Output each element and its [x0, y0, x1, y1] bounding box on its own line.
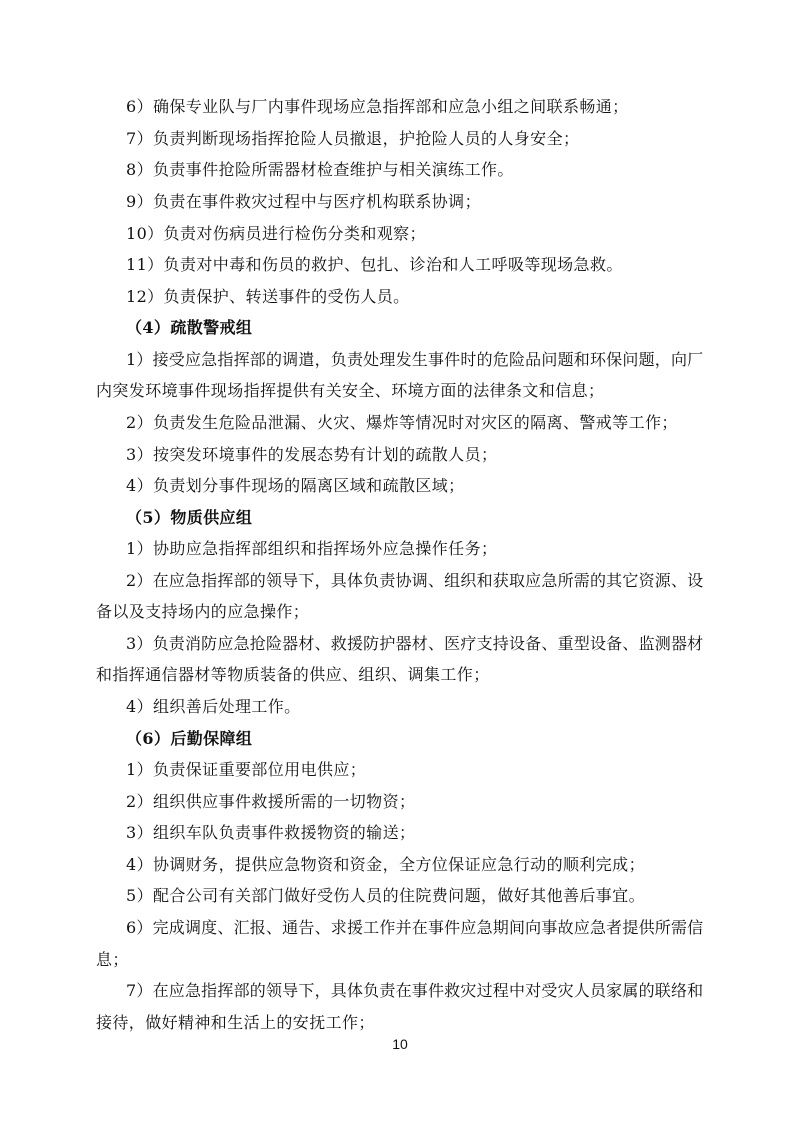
- list-item: 1）协助应急指挥部组织和指挥场外应急操作任务；: [126, 539, 498, 558]
- list-item: 11）负责对中毒和伤员的救护、包扎、诊治和人工呼吸等现场急救。: [126, 255, 623, 274]
- list-item: 3）按突发环境事件的发展态势有计划的疏散人员；: [126, 445, 498, 464]
- list-item: 8）负责事件抢险所需器材检查维护与相关演练工作。: [126, 160, 514, 179]
- list-item: 3）负责消防应急抢险器材、救援防护器材、医疗支持设备、重型设备、监测器材: [126, 634, 704, 653]
- list-item: 5）配合公司有关部门做好受伤人员的住院费问题，做好其他善后事宜。: [126, 886, 645, 905]
- list-item: 3）组织车队负责事件救援物资的输送；: [126, 823, 416, 842]
- list-item: 4）组织善后处理工作。: [126, 697, 301, 716]
- list-item: 2）在应急指挥部的领导下，具体负责协调、组织和获取应急所需的其它资源、设: [126, 571, 704, 590]
- list-item-continuation: 和指挥通信器材等物质装备的供应、组织、调集工作；: [96, 665, 490, 684]
- list-item: 12）负责保护、转送事件的受伤人员。: [126, 287, 410, 306]
- list-item-continuation: 内突发环境事件现场指挥提供有关安全、环境方面的法律条文和信息；: [96, 381, 605, 400]
- list-item: 6）完成调度、汇报、通告、求援工作并在事件应急期间向事故应急者提供所需信: [126, 918, 704, 937]
- list-item: 10）负责对伤病员进行检伤分类和观察；: [126, 224, 426, 243]
- list-item-continuation: 接待，做好精神和生活上的安抚工作；: [96, 1013, 375, 1032]
- page-number: 10: [392, 1036, 408, 1052]
- list-item: 4）负责划分事件现场的隔离区域和疏散区域；: [126, 476, 465, 495]
- list-item: 2）组织供应事件救援所需的一切物资；: [126, 792, 416, 811]
- list-item: 1）负责保证重要部位用电供应；: [126, 760, 367, 779]
- list-item: 7）负责判断现场指挥抢险人员撤退，护抢险人员的人身安全；: [126, 129, 580, 148]
- list-item: 7）在应急指挥部的领导下，具体负责在事件救灾过程中对受灾人员家属的联络和: [126, 981, 704, 1000]
- list-item-continuation: 备以及支持场内的应急操作；: [96, 602, 310, 621]
- section-heading-logistics: （6）后勤保障组: [126, 729, 253, 748]
- list-item: 2）负责发生危险品泄漏、火灾、爆炸等情况时对灾区的隔离、警戒等工作；: [126, 413, 678, 432]
- list-item: 9）负责在事件救灾过程中与医疗机构联系协调；: [126, 192, 481, 211]
- list-item: 1）接受应急指挥部的调遣，负责处理发生事件时的危险品问题和环保问题，向厂: [126, 350, 704, 369]
- list-item: 4）协调财务，提供应急物资和资金，全方位保证应急行动的顺利完成；: [126, 855, 645, 874]
- list-item-continuation: 息；: [96, 950, 129, 969]
- section-heading-material-supply: （5）物质供应组: [126, 508, 253, 527]
- list-item: 6）确保专业队与厂内事件现场应急指挥部和应急小组之间联系畅通；: [126, 97, 629, 116]
- section-heading-evacuation-guard: （4）疏散警戒组: [126, 318, 253, 337]
